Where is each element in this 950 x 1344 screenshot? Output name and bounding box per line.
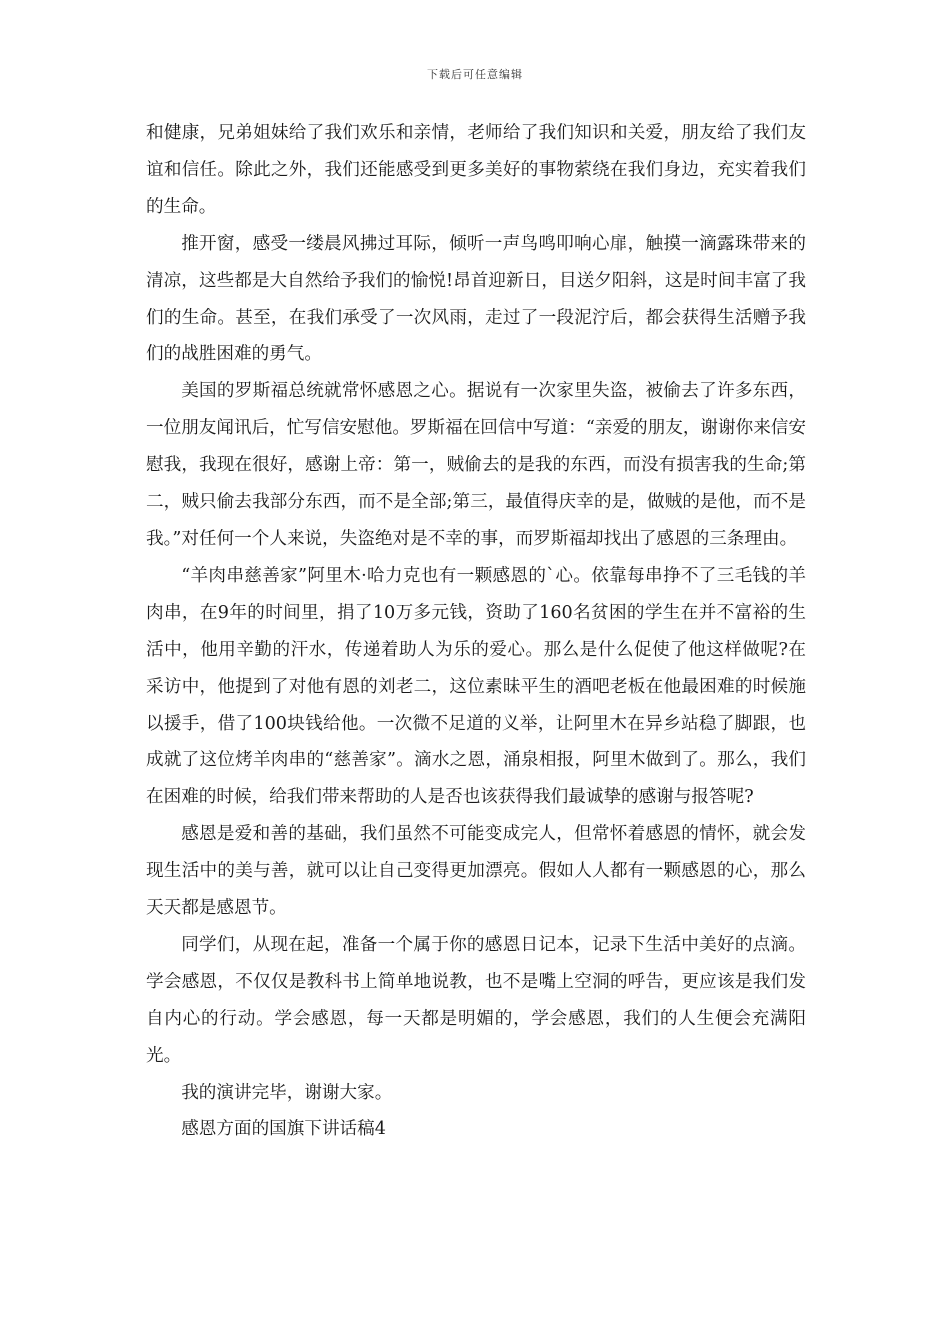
document-body [146,115,806,1148]
paragraph-continuation: 和健康，兄弟姐妹给了我们欢乐和亲情，老师给了我们知识和关爱，朋友给了我们友谊和信任。除此之外，我们还能感受到更多美好的事物萦绕在我们身边，充实着我们的生命。 [146,123,806,217]
paragraph-gratitude-basis: 感恩是爱和善的基础，我们虽然不可能变成完人，但常怀着感恩的情怀，就会发现生活中的美与善，就可以让自己变得更加漂亮。假如人人都有一颗感恩的心，那么天天都是感恩节。 [146,824,806,919]
paragraph-alimu: “羊肉串慈善家”阿里木·哈力克也有一颗感恩的`心。依靠每串挣不了三毛钱的羊肉串，在9年的时间里，捐了10万多元钱，资助了160名贫困的学生在并不富裕的生活中，他用辛勤的汗水，传递着助人为乐的爱心。那么是什么促使了他这样做呢?在采访中，他提到了对他有恩的刘老二，这位素昧平生的酒吧老板在他最困难的时候施以援手，借了100块钱给他。一次微不足道的义举，让阿里木在异乡站稳了脚跟，也成就了这位烤羊肉串的“慈善家”。滴水之恩，涌泉相报，阿里木做到了。那么，我们在困难的时候，给我们带来帮助的人是否也该获得我们最诚挚的感谢与报答呢? [146,565,806,808]
next-section-title: 感恩方面的国旗下讲话稿4 [181,1119,386,1140]
paragraph-classmates: 同学们，从现在起，准备一个属于你的感恩日记本，记录下生活中美好的点滴。学会感恩，不仅仅是教科书上简单地说教，也不是嘴上空洞的呼告，更应该是我们发自内心的行动。学会感恩，每一天都是明媚的，学会感恩，我们的人生便会充满阳光。 [146,934,806,1066]
paragraph-nature: 推开窗，感受一缕晨风拂过耳际，倾听一声鸟鸣叩响心扉，触摸一滴露珠带来的清凉，这些都是大自然给予我们的愉悦!昂首迎新日，目送夕阳斜，这是时间丰富了我们的生命。甚至，在我们承受了一次风雨，走过了一段泥泞后，都会获得生活赠予我们的战胜困难的勇气。 [146,233,806,365]
paragraph-closing: 我的演讲完毕，谢谢大家。 [181,1082,393,1103]
page-header-note: 下载后可任意编辑 [427,68,523,81]
paragraph-roosevelt: 美国的罗斯福总统就常怀感恩之心。据说有一次家里失盗，被偷去了许多东西，一位朋友闻讯后，忙写信安慰他。罗斯福在回信中写道：“亲爱的朋友，谢谢你来信安慰我，我现在很好，感谢上帝：第一，贼偷去的是我的东西，而没有损害我的生命;第二，贼只偷去我部分东西，而不是全部;第三，最值得庆幸的是，做贼的是他，而不是我。”对任何一个人来说，失盗绝对是不幸的事，而罗斯福却找出了感恩的三条理由。 [146,381,806,549]
